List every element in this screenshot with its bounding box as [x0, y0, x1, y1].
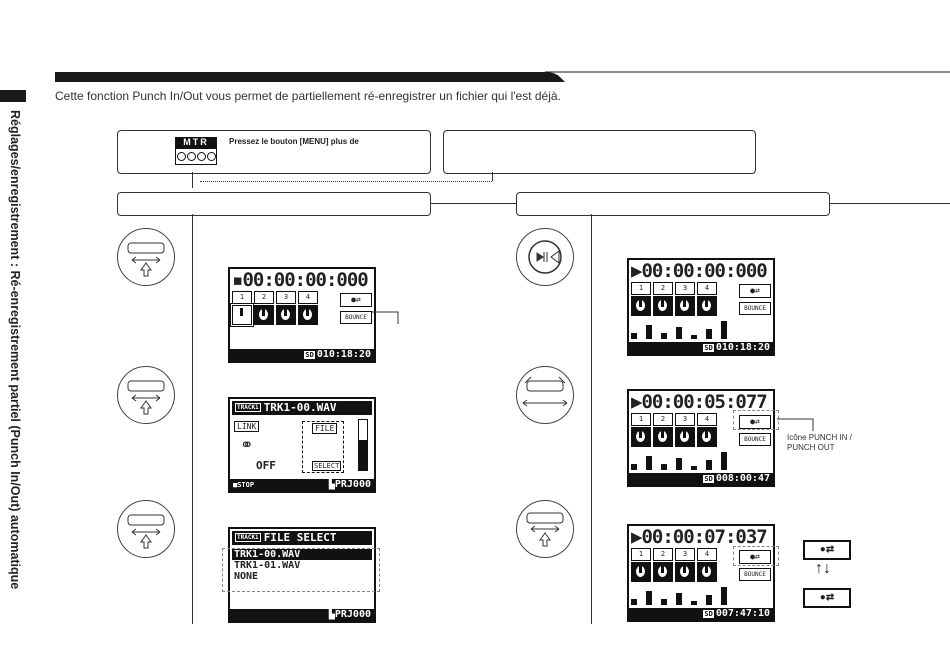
- section-right-box: [516, 192, 830, 216]
- section-left-box: [117, 192, 431, 216]
- intro-text: Cette fonction Punch In/Out vous permet de partiellement ré-enregistrer un fichier qui l'est déjà.: [55, 89, 561, 103]
- lcd-screen-1: ▪00:00:00:000 1 2 3 4 ●⇄ BOUNCE SD 010:18:20: [228, 267, 376, 363]
- lcd-screen-6: ▶00:00:07:037 1 2 3 4 ●⇄ BOUNCE SD 007:47:10: [627, 524, 775, 622]
- pio-highlight: [733, 546, 779, 566]
- step1-text: Pressez le bouton [MENU] plus de: [229, 137, 359, 146]
- lcd-screen-2: TRACK1 TRK1-00.WAV LINK ⚭ OFF FILE SELECT ■STOP ▙PRJ000: [228, 397, 376, 493]
- divider: [192, 214, 193, 624]
- connector: [829, 203, 950, 204]
- step2-box: [443, 130, 756, 174]
- dotted-connector: [200, 181, 492, 182]
- dial-icon: [117, 366, 175, 424]
- callout-line: [370, 308, 402, 324]
- callout-text: Icône PUNCH IN / PUNCH OUT: [787, 433, 852, 452]
- connector: [192, 172, 193, 188]
- list-item: TRK1-01.WAV: [234, 560, 301, 571]
- dial-icon: [117, 228, 175, 286]
- lcd-screen-5: ▶00:00:05:077 1 2 3 4 ●⇄ BOUNCE SD 008:00:47: [627, 389, 775, 487]
- play-button-icon: [516, 228, 574, 286]
- lcd-screen-3: TRACK1 FILE SELECT TRK1-00.WAV TRK1-01.WAV NONE ▙PRJ000: [228, 527, 376, 623]
- dial-icon: [516, 500, 574, 558]
- list-item: TRK1-00.WAV: [232, 549, 372, 560]
- header-bar: [55, 70, 950, 82]
- punch-icon-inactive: ●⇄: [803, 540, 851, 560]
- connector: [430, 203, 516, 204]
- dial-icon: [117, 500, 175, 558]
- dial-icon: [516, 366, 574, 424]
- toggle-arrow-icon: ↑↓: [815, 560, 831, 577]
- pio-highlight: [733, 410, 779, 430]
- section-tab: [0, 90, 26, 102]
- callout-line: [777, 417, 817, 433]
- lcd-screen-4: ▶00:00:00:000 1 2 3 4 ●⇄ BOUNCE SD 010:18:20: [627, 258, 775, 356]
- side-title: Réglages/enregistrement : Ré-enregistrement partiel (Punch In/Out) automatique: [8, 110, 22, 590]
- punch-icon-active: ●⇄: [803, 588, 851, 608]
- list-item: NONE: [234, 571, 259, 582]
- divider: [591, 214, 592, 624]
- connector: [492, 172, 493, 181]
- selection-frame: [222, 548, 380, 592]
- mtr-button-icon: MTR: [175, 137, 217, 165]
